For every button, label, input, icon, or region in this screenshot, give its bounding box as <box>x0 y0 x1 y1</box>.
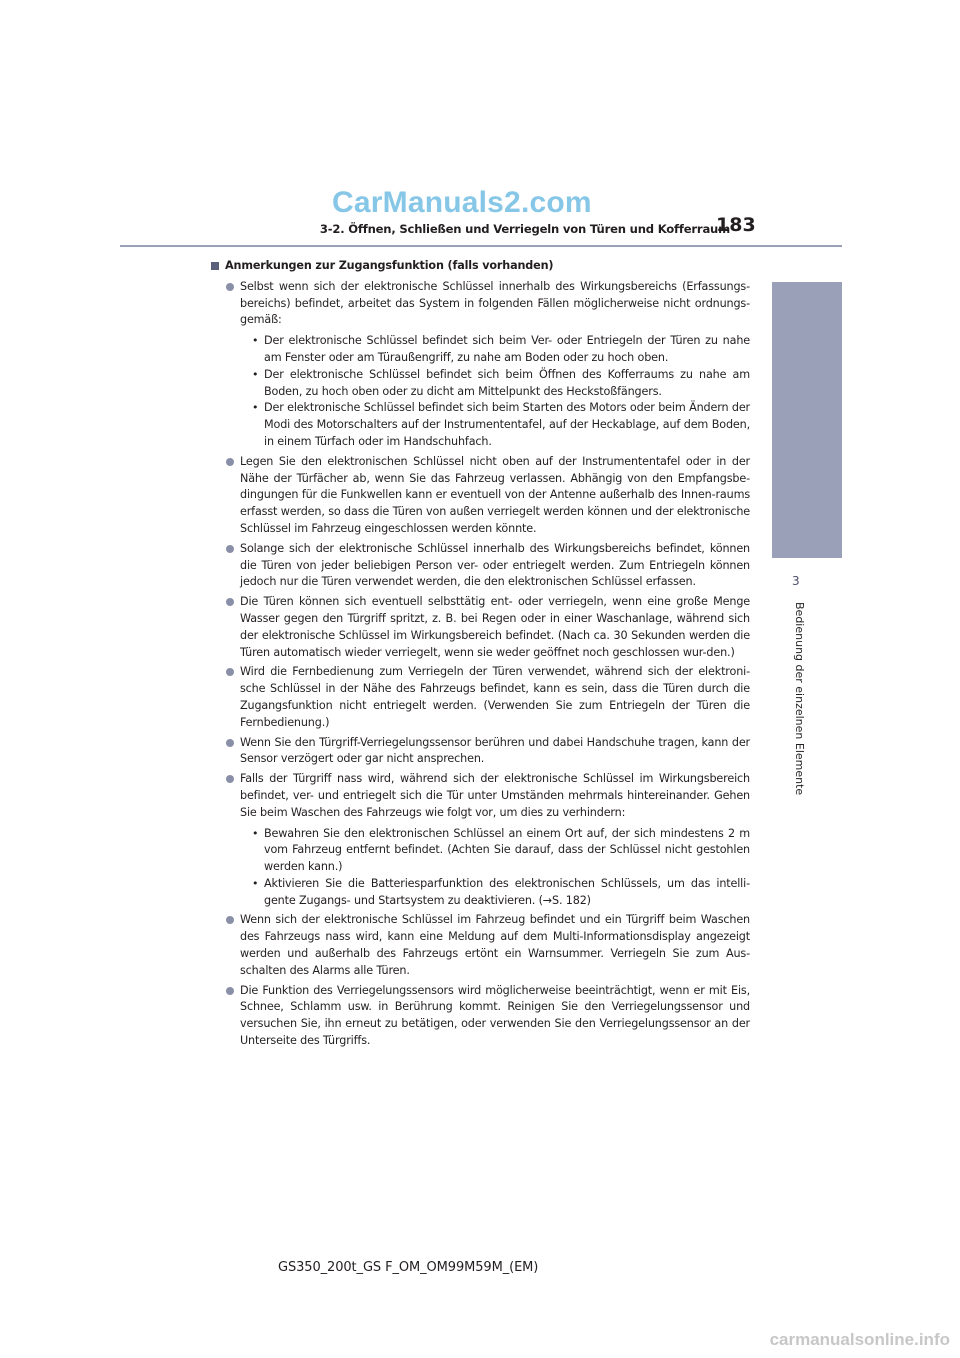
circle-bullet-icon <box>226 598 234 606</box>
circle-bullet-icon <box>226 775 234 783</box>
sub-list-item-text: Bewahren Sie den elektronischen Schlüssel an einem Ort auf, der sich mindestens 2 m vom Fahrzeug entfernt befindet. (Achten Sie darauf, dass der Schlüssel nicht gestohlen werden kann.) <box>264 826 750 874</box>
list-item <box>210 771 750 909</box>
list-item <box>210 594 750 661</box>
sub-list-item <box>252 876 750 910</box>
sub-list-item-text: Der elektronische Schlüssel befindet sich beim Öffnen des Kofferraums zu nahe am Boden, zu hoch oben oder zu dicht am Mittelpunkt des Heckstoßfängers. <box>264 367 750 398</box>
dot-bullet-icon: • <box>252 367 259 381</box>
dot-bullet-icon: • <box>252 876 259 890</box>
dot-bullet-icon: • <box>252 334 259 348</box>
main-content <box>210 258 750 1053</box>
list-item-text: Wenn Sie den Türgriff-Verriegelungssensor berühren und dabei Handschuhe tragen, kann der Sensor verzögert oder gar nicht ansprechen. <box>240 735 750 766</box>
circle-bullet-icon <box>226 739 234 747</box>
header-divider <box>120 245 842 247</box>
dot-bullet-icon: • <box>252 401 259 415</box>
sub-list-item <box>252 367 750 401</box>
sub-list <box>240 826 750 910</box>
list-item-text: Die Türen können sich eventuell selbsttätig ent- oder verriegeln, wenn eine große Menge Wasser gegen den Türgriff spritzt, z. B. bei Regen oder in einer Waschanlage, während sich der elektronische Schlüssel im Wirkungsbereich befindet. (Nach ca. 30 Sekunden werden die Türen automatisch wieder verriegelt, wenn sie weder geöffnet noch geschlossen wur-den.) <box>240 595 750 659</box>
square-bullet-icon <box>211 262 219 270</box>
circle-bullet-icon <box>226 283 234 291</box>
watermark-logo-top: CarManuals2.com <box>332 186 592 219</box>
watermark-logo-bottom: carmanualsonline.info <box>769 1330 950 1349</box>
chapter-tab-number: 3 <box>792 574 800 588</box>
list-item <box>210 279 750 451</box>
list-item-text: Wird die Fernbedienung zum Verriegeln der Türen verwendet, während sich der elektroni-sche Schlüssel in der Nähe des Fahrzeugs befindet, kann es sein, dass die Türen durch die Zugangsfunktion nicht entriegelt werden. (Verwenden Sie zum Entriegeln der Türen die Fernbedienung.) <box>240 665 750 729</box>
list-item <box>210 664 750 731</box>
sub-list-item-text: Aktivieren Sie die Batteriesparfunktion des elektronischen Schlüssels, um das intelli-gente Zugangs- und Startsystem zu deaktivieren. (→S. 182) <box>264 876 750 907</box>
list-item <box>210 735 750 769</box>
sub-list-item-text: Der elektronische Schlüssel befindet sich beim Starten des Motors oder beim Ändern der Modi des Motorschalters auf der Instrumententafel, auf der Heckablage, auf dem Boden, in einem Türfach oder im Handschuhfach. <box>264 401 750 448</box>
list-item <box>210 983 750 1050</box>
sub-list-item <box>252 400 750 450</box>
sub-list-item <box>252 826 750 876</box>
list-item-text: Die Funktion des Verriegelungssensors wird möglicherweise beeinträchtigt, wenn er mit Eis, Schnee, Schlamm usw. in Berührung kommt. Reinigen Sie den Verriegelungssensor und versuchen Sie, ihn erneut zu betätigen, oder verwenden Sie den Verriegelungssensor an der Unterseite des Türgriffs. <box>240 983 750 1048</box>
list-item-text: Falls der Türgriff nass wird, während sich der elektronische Schlüssel im Wirkungsbereich befindet, ver- und entriegelt sich die Tür unter Umständen mehrmals hintereinander. Gehen Sie beim Waschen des Fahrzeugs wie folgt vor, um dies zu verhindern: <box>240 772 750 819</box>
list-item <box>210 912 750 979</box>
list-item <box>210 541 750 591</box>
list-item-text: Solange sich der elektronische Schlüssel innerhalb des Wirkungsbereichs befindet, können die Türen von jeder beliebigen Person ver- oder entriegelt werden. Zum Entriegeln können jedoch nur die Türen verwendet werden, die den elektronischen Schlüssel erfassen. <box>240 541 750 589</box>
sub-list-item <box>252 333 750 367</box>
section-heading-text: Anmerkungen zur Zugangsfunktion (falls vorhanden) <box>225 259 554 272</box>
sub-list-item-text: Der elektronische Schlüssel befindet sich beim Ver- oder Entriegeln der Türen zu nahe am Fenster oder am Türaußengriff, zu nahe am Boden oder zu hoch oben. <box>264 334 750 364</box>
circle-bullet-icon <box>226 916 234 924</box>
section-heading <box>210 258 750 275</box>
chapter-tab-label: Bedienung der einzelnen Elemente <box>793 602 806 796</box>
list-item-text: Wenn sich der elektronische Schlüssel im Fahrzeug befindet und ein Türgriff beim Waschen des Fahrzeugs nass wird, kann eine Meldung auf dem Multi-Informationsdisplay angezeigt werden und außerhalb des Fahrzeugs ertönt ein Warnsummer. Verriegeln Sie zum Aus-schalten des Alarms alle Türen. <box>240 913 750 977</box>
circle-bullet-icon <box>226 987 234 995</box>
document-code: GS350_200t_GS F_OM_OM99M59M_(EM) <box>278 1260 539 1275</box>
circle-bullet-icon <box>226 458 234 466</box>
page-number: 183 <box>716 214 756 236</box>
chapter-tab <box>772 282 842 558</box>
circle-bullet-icon <box>226 545 234 553</box>
circle-bullet-icon <box>226 668 234 676</box>
list-item-text: Selbst wenn sich der elektronische Schlüssel innerhalb des Wirkungsbereichs (Erfassungs-bereichs) befindet, arbeitet das System in folgenden Fällen möglicherweise nicht ordnungs-gemäß: <box>240 279 750 327</box>
sub-list <box>240 333 750 451</box>
list-item <box>210 454 750 538</box>
chapter-title: 3-2. Öffnen, Schließen und Verriegeln von Türen und Kofferraum <box>319 222 730 236</box>
dot-bullet-icon: • <box>252 826 259 840</box>
list-item-text: Legen Sie den elektronischen Schlüssel nicht oben auf der Instrumententafel oder in der Nähe der Türfächer ab, wenn Sie das Fahrzeug verlassen. Abhängig von den Empfangsbe-dingungen für die Funkwellen kann er eventuell von der Antenne außerhalb des Innen-raums erfasst werden, so dass die Türen von außen verriegelt werden können und der elektronische Schlüssel im Fahrzeug eingeschlossen werden könnte. <box>240 454 750 535</box>
